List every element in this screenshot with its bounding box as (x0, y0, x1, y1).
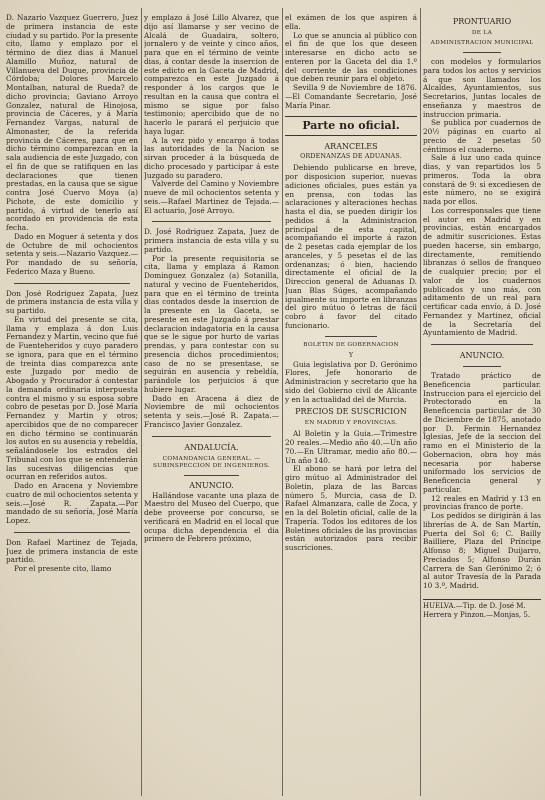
section-title-prontuario: PRONTUARIO (452, 17, 512, 26)
edict-paragraph: Por el presente cito, llamo (14, 564, 112, 573)
printer-imprint: HUELVA.—Tip. de D. José M. Herrera y Pinzon.—Monjas, 5. (423, 599, 541, 620)
edict-heading: Don José Rodriguez Zapata, Juez de primera instancia de esta villa y su partido. (6, 288, 138, 315)
ad-paragraph: El abono se hará por letra del giro mútuo al Administrador del Boletin, plaza de las Barcas número 5, Murcia, casa de D. Rafael Almanzara, calle de Zoca, y en la del Boletin oficial, calle de la Trapería. Todos los editores de los Boletines oficiales de las provincias están autorizados para recibir suscriciones. (285, 464, 417, 552)
column-rule (141, 8, 142, 796)
ad-paragraph: Al Boletin y la Guia.—Trimestre 20 reales.—Medio año 40.—Un año 70.—En Ultramar, medio año 80.—Un año 140. (285, 429, 417, 465)
notice-paragraph: Hallándose vacante una plaza de Maestro del Museo del Cuerpo, que debe proveerse por concurso, se verificará en Madrid en el local que ocupa dicha dependencia el dia primero de Febrero próximo, (144, 490, 279, 544)
section-divider (431, 344, 533, 345)
column-rule (420, 8, 421, 796)
edict-paragraph: Por la presente requisitoria se cita, llama y emplaza á Ramon Dominguez Gonzalez (a) Sotanilla, natural y vecino de Fuenteheridos, para que en el término de treinta dias contados desde la insercion de la presente en la Gaceta, se presente en este Juzgado á prestar declaracion indagatoria en la causa que se le sigue por hurto de varias prendas, y para contestar con su presencia dichos procedimientos; caso de no se presentase, se seguirán en ausencia y rebeldía, parándole los perjuicios á que hubiere lugar. (144, 253, 279, 394)
section-divider (463, 52, 501, 53)
section-divider (14, 532, 130, 533)
column-4 (423, 14, 541, 794)
section-subtitle: ADMINISTRACION MUNICIPAL (430, 40, 534, 46)
column-2 (144, 14, 279, 794)
section-title-precios: PRECIOS DE SUSCRICION (295, 407, 407, 417)
ad-paragraph: Guia legislativa por D. Gerónimo Flores, Jefe honorario de Administracion y secretario que ha sido del Gobierno civil de Alicante y en la actualidad del de Murcia. (285, 359, 417, 404)
section-subtitle: EN MADRID Y PROVINCIAS. (304, 420, 398, 427)
edict-signature: Dado en Aracena á diez de Noviembre de mil ochocientos setenta y seis.—José R. Zapata.—Francisco Javier Gonzalez. (144, 393, 279, 429)
section-divider (184, 475, 239, 476)
section-title-andalucia: ANDALUCÍA. (184, 442, 239, 452)
edict-paragraph: D. Nazario Vazquez Guerrero, Juez de primera instancia de este ciudad y su partido. Por la presente cito, llamo y emplazo por el término de diez dias á Manuel Alamillo Muñoz, natural de Villanueva del Duque, provincia de Córdoba; Dolores Marcelo Montalban, natural de Rueda? de dicho provincia; Gaviano Arroyo Gonzalez, natural de Hinojosa, provincia de Cáceres, y á María Fernandez Vargas, natural de Almonaster, de la referida provincia de Cáceres, para que en dicho término comparezcan en la sala audiencia de este Juzgado, con el fin de que se ratifiquen en las declaraciones que tienen prestadas, en la causa que se sigue contra José Cuervo Moya (a) Pichote, de este domicilio y partido, á virtud de tenerlo así acordado en providencia de esta fecha. (6, 14, 138, 232)
ad-paragraph: Los pedidos se dirigirán á las librerías de A. de San Martín, Puerta del Sol 6; C. Bailly Bailliere, Plaza del Príncipe Alfonso 8; Miguel Duijarro, Preciados 5; Alfonso Durán Carrera de San Gerónimo 2; ó al autor Travesía de la Parada 10 3.º, Madrid. (423, 511, 541, 590)
section-divider (152, 436, 271, 437)
ad-paragraph: Sale á luz uno cada quince dias, y van repartidos los 5 primeros. Toda la obra constará de 9: si excediesen de este número, no se exigirá nada por ellos. (423, 153, 541, 206)
section-subtitle: DE LA (471, 30, 493, 36)
edict-heading: D. José Rodriguez Zapata, Juez de primera instancia de esta villa y su partido. (144, 227, 279, 254)
notice-paragraph: Lo que se anuncia al público con el fin de que los que deseen interesarse en dicho acto se enteren por la Gaceta del dia 1.º del corriente de las condiciones que deben reunir para el objeto. (285, 30, 417, 84)
section-title-anuncio: ANUNCIO. (189, 480, 234, 490)
section-divider (14, 283, 130, 284)
banner-parte-no-oficial: Parte no oficial. (285, 116, 417, 136)
ad-paragraph: Debiendo publicarse en breve, por disposicion superior, nuevas adiciones oficiales, pues están ya en prensa, con todas las aclaraciones y alteraciones hechas hasta el dia, se pueden dirigir los pedidos á la Administracion principal de esta capital, acompañando el importe á razon de 2 pesetas cada ejemplar de los aranceles, y 5 pesetas el de las ordenanzas; ó bien, haciendo directamente el oficial de la Direccion general de Aduanas D. Juan Blas Súges, acompañando igualmente su importe en libranzas del giro mútuo ó letras de fácil cobro á favor del citado funcionario. (285, 163, 417, 330)
section-title-boletin: BOLETIN DE GOBERNACION (303, 341, 399, 348)
section-title-aranceles: ARANCELES (324, 142, 378, 152)
section-divider (463, 366, 501, 367)
edict-paragraph: En virtud del presente se cita, llama y emplaza á don Luis Fernandez y Martin, vecino que fué de Fuenteheridos y cuyo paradero se ignora, para que en el término de treinta dias comparezca ante este Juzgado por medio de Abogado y Procurador á contestar la demanda ordinaria interpuesta contra el mismo y su esposa sobre cobro de pesetas por D. José María Fernandez y Martin y otros; apercibidos que de no comparecer en dicho término se continuarán los autos en su ausencia y rebeldía, señalándosele los estrados del Tribunal con los que se entenderán las sucesivas diligencias que ocurran en referidos autos. (6, 314, 138, 482)
section-subtitle: ORDENANZAS DE ADUANAS. (300, 153, 402, 161)
section-conjunction: Y (349, 351, 353, 359)
notice-signature: Sevilla 9 de Noviembre de 1876.—El Comandante Secretario, José María Pinar. (285, 83, 417, 110)
column-3 (285, 14, 417, 794)
edict-signature: Valverde del Camino y Noviembre nueve de mil ochocientos setenta y seis.—Rafael Martinez de Tejada.—El actuario, José Arroyo. (144, 179, 279, 215)
edict-paragraph: y emplazo á José Lillo Alvarez, que dijo así llamarse y ser vecino de Alcalá de Guadaira, soltero, jornalero y de veinte y cinco años, para que en el término de veinte dias, á contar desde la insercion de este edicto en la Gaceta de Madrid, comparezca en este Juzgado á responder á los cargos que le resultan en la causa que contra el mismo se sigue por falso testimonio; apercibido que de no hacerlo le parará el perjuicio que haya lugar. (144, 14, 279, 136)
edict-signature: Dado en Aracena y Noviembre cuatro de mil ochocientos setenta y seis.—José R. Zapata.—Por mandado de su señoría, José María Lopez. (6, 481, 138, 525)
ad-paragraph: 12 reales en Madrid y 13 en provincias franco de porte. (423, 493, 541, 512)
section-subtitle: COMANDANCIA GENERAL. — SUBINSPECCION DE INGENIEROS. (152, 455, 271, 469)
section-divider (152, 221, 271, 222)
ad-paragraph: Tratado práctico de Beneficencia particular. Instruccion para el ejercicio del Protectorado en la Beneficencia particular de 30 de Diciembre de 1875, anotado por D. Fermin Hernandez Iglesias, Jefe de la seccion del ramo en el Ministerio de la Gobernacion, obra hoy más necesaria por haberse uniformado los servicios de Beneficencia general y particular. (423, 371, 541, 494)
column-1 (6, 14, 138, 794)
edict-signature: Dado en Moguer á setenta y dos de Octubre de mil ochocientos setenta y seis.—Nazario Vazquez.—Por mandado de su señoría, Federico Maza y Bueno. (6, 231, 138, 276)
notice-paragraph: el exámen de los que aspiren á ella. (285, 14, 417, 31)
ad-paragraph: con modelos y formularios para todos los actos y servicios á que son llamados los Alcaldes, Ayuntamientos, sus Secretarios, Juntas locales de enseñanza y maestros de instruccion primaria. (423, 57, 541, 119)
edict-heading: Don Rafael Martinez de Tejada, Juez de primera instancia de este partido. (6, 537, 138, 565)
ad-paragraph: Se publica por cuadernos de 20½ páginas en cuarto al precio de 2 pesetas 50 céntimos el cuaderno. (423, 118, 541, 154)
column-rule (282, 8, 283, 796)
ad-paragraph: Los corresponsales que tiene el autor en Madrid y en provincias, están encargados de admitir suscriciones. Estas pueden hacerse, sin embargo, directamente, remitiendo libranzas ó sellos de franqueo de cualquier precio; por el valor de los cuadernos publicados y uno más, con aditamento de un real para certificar cada envío, á D. José Fernandez y Martinez, oficial de la Secretaría del Ayuntamiento de Madrid. (423, 205, 541, 338)
edict-paragraph: A la vez pido y encargo á todas las autoridades de la Nacion se sirvan proceder á la búsqueda de dicho procesado y participar á este Juzgado su paradero. (144, 135, 279, 180)
section-title-anuncio: ANUNCIO. (459, 351, 505, 360)
section-divider (325, 336, 377, 337)
